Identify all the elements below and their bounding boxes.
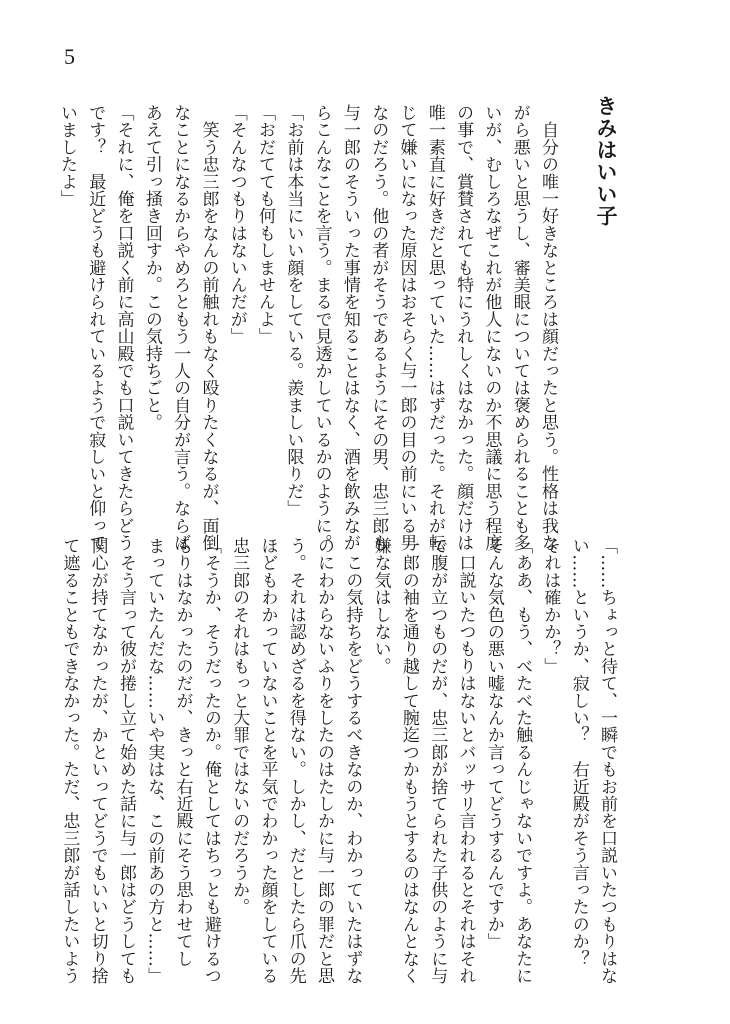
text-line: 笑う忠三郎をなんの前触れもなく殴りたくなるが、面倒 (198, 104, 219, 552)
text-line: なのだろう。他の者がそうであるようにその男、忠三郎も (368, 104, 389, 552)
page-number: 5 (64, 44, 75, 69)
text-line: の事で、賞賛されても特にうれしくはなかった。顔だけは (453, 104, 474, 552)
text-line: 「それに、俺を口説く前に高山殿でも口説いてきたらどう (113, 104, 134, 552)
text-line: 「ああ、もう、べたべた触るんじゃないですよ。あなたに (512, 537, 533, 985)
text-line: 「おだてても何もしませんよ」 (255, 104, 276, 345)
text-line: 「そうか、そうだったのか。俺としてはちっとも避けるつ (200, 537, 221, 985)
text-line: なことになるからやめろともう一人の自分が言う。ならば (170, 104, 191, 552)
text-line: 嫌な気はしない。 (370, 537, 391, 675)
text-line: 一郎の袖を通り越して腕迄つかもうとするのはなんとなく (398, 537, 419, 985)
text-line: じて嫌いになった原因はおそらく与一郎の目の前にいる男 (396, 104, 417, 552)
text-line: 忠三郎のそれはもっと大罪ではないのだろうか。 (229, 537, 250, 916)
text-line: 唯一素直に好きだと思っていた……はずだった。それが転 (424, 104, 445, 552)
text-line: のにわからないふりをしたのはたしかに与一郎の罪だと思 (314, 537, 335, 985)
text-line: そんな気色の悪い嘘なんか言ってどうするんですか」 (483, 537, 504, 950)
text-line: がら悪いと思うし、審美眼については褒められることも多 (509, 104, 530, 552)
text-line: いましたよ」 (56, 104, 77, 208)
text-line: あえて引っ掻き回すか。この気持ちごと。 (141, 104, 162, 431)
text-line: まっていたんだな……いや実はな、この前あの方と……」 (144, 537, 165, 985)
text-line: ほどもわかっていないことを平気でわかった顔をしている (257, 537, 278, 985)
text-line: この気持ちをどうするべきなのか、わかっていたはずな (342, 537, 363, 985)
text-line: で腹が立つものだが、忠三郎が捨てられた子供のように与 (427, 537, 448, 985)
text-line: らこんなことを言う。まるで見透かしているかのように。 (311, 104, 332, 552)
chapter-title: きみはいい子 (594, 95, 619, 227)
text-line: 「……ちょっと待て、一瞬でもお前を口説いたつもりはな (597, 537, 617, 985)
text-line: いが、むしろなぜこれが他人にないのか不思議に思う程度 (481, 104, 502, 552)
text-line: 「お前は本当にいい顔をしている。羨ましい限りだ」 (283, 104, 304, 517)
text-line: そう言って彼が捲し立て始めた話に与一郎はどうしても (115, 537, 136, 985)
text-line: う。それは認めざるを得ない。しかし、だとしたら爪の先 (285, 537, 306, 985)
text-line: もりはなかったのだが、きっと右近殿にそう思わせてし (172, 537, 193, 967)
text-line: 「そんなつもりはないんだが」 (226, 104, 247, 345)
text-line: 自分の唯一好きなところは顔だったと思う。性格は我な (538, 104, 558, 552)
text-line: 関心が持てなかったが、かといってどうでもいいと切り捨 (87, 537, 108, 985)
text-line: て遮ることもできなかった。ただ、忠三郎が話したいよう (59, 537, 80, 985)
text-line: 口説いたつもりはないとバッサリ言われるとそれはそれ (455, 537, 476, 985)
text-line: 与一郎のそういった事情を知ることはなく、酒を飲みなが (339, 104, 360, 552)
text-line: です？ 最近どうも避けられているようで寂しいと仰って (85, 104, 106, 552)
text-line: い……というか、寂しい？ 右近殿がそう言ったのか？ (568, 537, 589, 967)
text-block-bottom (55, 537, 621, 985)
text-line: それは確かか？」 (540, 537, 561, 675)
text-block-top (53, 104, 562, 552)
